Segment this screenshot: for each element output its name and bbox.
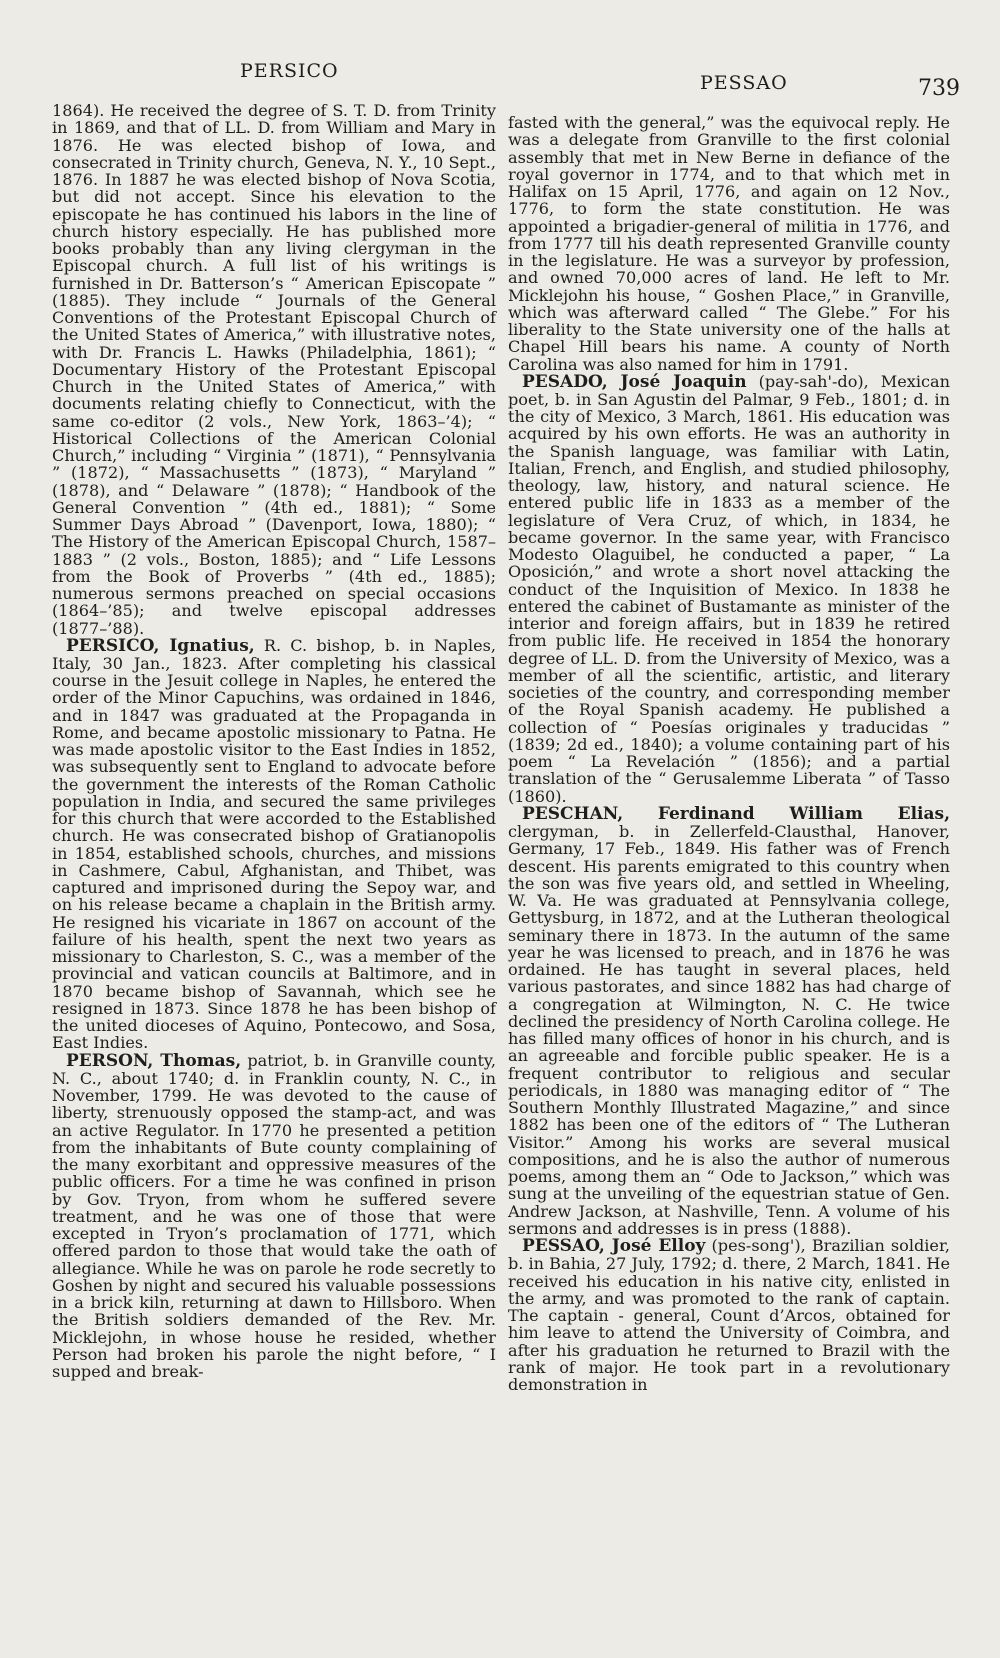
entry-headword: PESSAO, José Elloy	[522, 1236, 706, 1257]
entry-continuation	[52, 102, 496, 637]
entry-pessao	[508, 1237, 950, 1393]
entry-peschan	[508, 805, 950, 1237]
entry-pesado	[508, 373, 950, 805]
entry-text: clergyman, b. in Zellerfeld-Clausthal, Hanover, Germany, 17 Feb., 1849. His father was of French descent. His parents emigrated to this country when the son was five years old, and settled in Wheeling, W. Va. He was graduated at Pennsylvania college, Gettysburg, in 1872, and at the Lutheran theological seminary there in 1873. In the autumn of the same year he was licensed to preach, and in 1876 he was ordained. He has taught in several places, held various pastorates, and since 1882 has had charge of a congregation at Wilmington, N. C. He twice declined the presidency of North Carolina college. He has filled many offices of honor in his church, and is an agreeable and forcible public speaker. He is a frequent contributor to religious and secular periodicals, in 1880 was managing editor of “ The Southern Monthly Illustrated Magazine,” and since 1882 has been one of the editors of “ The Lutheran Visitor.” Among his works are several musical compositions, and he is also the author of numerous poems, among them an “ Ode to Jackson,” which was sung at the unveiling of the equestrian statue of Gen. Andrew Jackson, at Nashville, Tenn. A volume of his sermons and addresses is in press (1888).	[508, 822, 950, 1238]
entry-text: (pay-sah'-do), Mexican poet, b. in San Agustin del Palmar, 9 Feb., 1801; d. in the city of Mexico, 3 March, 1861. His education was acquired by his own efforts. He was an authority in the Spanish language, was familiar with Latin, Italian, French, and English, and studied philosophy, theology, law, history, and natural science. He entered public life in 1833 as a member of the legislature of Vera Cruz, of which, in 1834, he became governor. In the same year, with Francisco Modesto Olaguibel, he conducted a paper, “ La Oposición,” and wrote a short novel attacking the conduct of the Inquisition of Mexico. In 1838 he entered the cabinet of Bustamante as minister of the interior and foreign affairs, but in 1839 he retired from public life. He received in 1854 the honorary degree of LL. D. from the University of Mexico, was a member of all the scientific, artistic, and literary societies of the country, and corresponding member of the Royal Spanish academy. He published a collection of “ Poesías originales y traducidas ” (1839; 2d ed., 1840); a volume containing part of his poem “ La Revelación ” (1856); and a partial translation of the “ Gerusalemme Liberata ” of Tasso (1860).	[508, 371, 951, 806]
entry-text: patriot, b. in Granville county, N. C., about 1740; d. in Franklin county, N. C., in November, 1799. He was devoted to the cause of liberty, strenuously opposed the stamp-act, and was an active Regulator. In 1770 he presented a petition from the inhabitants of Bute county complaining of the many exorbitant and oppressive measures of the public officers. For a time he was confined in prison by Gov. Tryon, from whom he suffered severe treatment, and he was one of those that were excepted in Tryon’s proclamation of 1771, which offered pardon to those that would take the oath of allegiance. While he was on parole he rode secretly to Goshen by night and secured his valuable possessions in a brick kiln, returning at dawn to Hillsboro. When the British soldiers demanded of the Rev. Mr. Micklejohn, in whose house he resided, whether Person had broken his parole the night before, “ I supped and break-	[52, 1050, 496, 1382]
entry-headword: PERSICO, Ignatius,	[66, 635, 255, 656]
entry-text: fasted with the general,” was the equivocal reply. He was a delegate from Granville to the first colonial assembly that met in New Berne in defiance of the royal governor in 1774, and to that which met in Halifax on 15 April, 1776, and again on 12 Nov., 1776, to form the state constitution. He was appointed a brigadier-general of militia in 1776, and from 1777 till his death represented Granville county in the legislature. He was a surveyor by profession, and owned 70,000 acres of land. He left to Mr. Micklejohn his house, “ Goshen Place,” in Granville, which was afterward called “ The Glebe.” For his liberality to the State university one of the halls at Chapel Hill bears his name. A county of North Carolina was also named for him in 1791.	[508, 113, 950, 374]
entry-headword: PESADO, José Joaquin	[522, 371, 747, 392]
entry-headword: PESCHAN, Ferdinand William Elias,	[522, 803, 950, 824]
entry-text: R. C. bishop, b. in Naples, Italy, 30 Jan., 1823. After completing his classical course in the Jesuit college in Naples, he entered the order of the Minor Capuchins, was ordained in 1846, and in 1847 was graduated at the Propaganda in Rome, and became apostolic missionary to Patna. He was made apostolic visitor to the East Indies in 1852, was subsequently sent to England to advocate before the government the interests of the Roman Catholic population in India, and secured the same privileges for this church that were accorded to the Established church. He was consecrated bishop of Gratianopolis in 1854, established schools, churches, and missions in Cashmere, Cabul, Afghanistan, and Thibet, was captured and imprisoned during the Sepoy war, and on his release became a chaplain in the British army. He resigned his vicariate in 1867 on account of the failure of his health, spent the next two years as missionary to Charleston, S. C., was a member of the provincial and vatican councils at Baltimore, and in 1870 became bishop of Savannah, which see he resigned in 1873. Since 1878 he has been bishop of the united dioceses of Aquino, Pontecowo, and Sosa, East Indies.	[52, 635, 496, 1053]
entry-headword: PERSON, Thomas,	[66, 1050, 242, 1071]
right-column	[508, 114, 950, 1638]
page-number: 739	[918, 76, 960, 101]
entry-text: 1864). He received the degree of S. T. D. from Trinity in 1869, and that of LL. D. from William and Mary in 1876. He was elected bishop of Iowa, and consecrated in Trinity church, Geneva, N. Y., 10 Sept., 1876. In 1887 he was elected bishop of Nova Scotia, but did not accept. Since his elevation to the episcopate he has continued his labors in the line of church history especially. He has published more books probably than any living clergyman in the Episcopal church. A full list of his writings is furnished in Dr. Batterson’s “ American Episcopate ” (1885). They include “ Journals of the General Conventions of the Protestant Episcopal Church of the United States of America,” with illustrative notes, with Dr. Francis L. Hawks (Philadelphia, 1861); “ Documentary History of the Protestant Episcopal Church in the United States of America,” with documents relating chiefly to Connecticut, with the same co-editor (2 vols., New York, 1863–’4); “ Historical Collections of the American Colonial Church,” including “ Virginia ” (1871), “ Pennsylvania ” (1872), “ Massachusetts ” (1873), “ Maryland ” (1878), and “ Delaware ” (1878); “ Handbook of the General Convention ” (4th ed., 1881); “ Some Summer Days Abroad ” (Davenport, Iowa, 1880); “ The History of the American Episcopal Church, 1587–1883 ” (2 vols., Boston, 1885); and “ Life Lessons from the Book of Proverbs ” (4th ed., 1885); numerous sermons preached on special occasions (1864–’85); and twelve episcopal addresses (1877–’88).	[52, 101, 496, 638]
entry-person	[52, 1052, 496, 1381]
entry-continuation	[508, 114, 950, 373]
entry-persico	[52, 637, 496, 1052]
entry-text: (pes-song'), Brazilian soldier, b. in Bahia, 27 July, 1792; d. there, 2 March, 1841. He received his education in his native city, enlisted in the army, and was promoted to the rank of captain. The captain - general, Count d’Arcos, obtained for him leave to attend the University of Coimbra, and after his graduation he returned to Brazil with the rank of major. He took part in a revolutionary demonstration in	[508, 1236, 950, 1395]
left-column	[52, 102, 496, 1638]
running-head-right: PESSAO	[700, 72, 788, 94]
running-head-left: PERSICO	[240, 60, 339, 82]
